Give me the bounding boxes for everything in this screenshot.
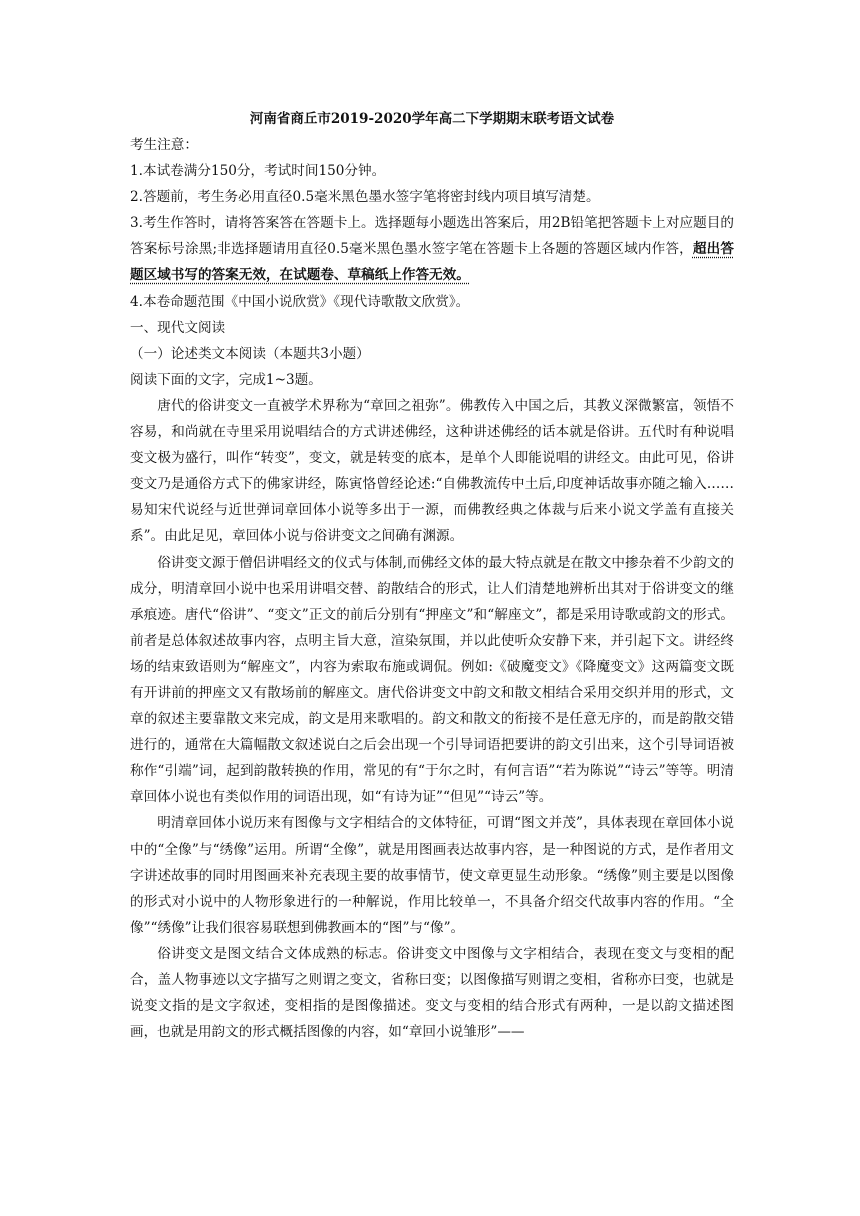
notice-item-2: 2.答题前，考生务必用直径0.5毫米黑色墨水签字笔将密封线内项目填写清楚。: [130, 189, 600, 206]
section-heading: 一、现代文阅读: [130, 319, 226, 336]
passage-paragraph-1: 唐代的俗讲变文一直被学术界称为“章回之祖弥”。佛教传入中国之后，其教义深微繁富，领悟不容易，和尚就在寺里采用说唱结合的方式讲述佛经，这种讲述佛经的话本就是俗讲。五代时有种说唱变文极为盛行，叫作“转变”，变文，就是转变的底本，是单个人即能说唱的讲经文。由此可见，俗讲变文乃是通俗方式下的佛家讲经，陈寅恪曾经论述:“自佛教流传中土后,印度神话故事亦随之输入……易知宋代说经与近世弹词章回体小说等多出于一源，而佛教经典之体裁与后来小说文学盖有直接关系”。由此足见，章回体小说与俗讲变文之间确有渊源。: [130, 397, 734, 545]
passage-paragraph-2: 俗讲变文源于僧侣讲唱经文的仪式与体制,而佛经文体的最大特点就是在散文中掺杂着不少韵文的成分，明清章回小说中也采用讲唱交替、韵散结合的形式，让人们清楚地辨析出其对于俗讲变文的继承痕迹。唐代“俗讲”、“变文”正文的前后分别有“押座文”和“解座文”，都是采用诗歌或韵文的形式。前者是总体叙述故事内容，点明主旨大意，渲染氛围，并以此使听众安静下来，并引起下文。讲经终场的结束致语则为“解座文”，内容为索取布施或调侃。例如:《破魔变文》《降魔变文》这两篇变文既有开讲前的押座文又有散场前的解座文。唐代俗讲变文中韵文和散文相结合采用交织并用的形式，文章的叙述主要靠散文来完成，韵文是用来歌唱的。韵文和散文的衔接不是任意无序的，而是韵散交错进行的，通常在大篇幅散文叙述说白之后会出现一个引导词语把要讲的韵文引出来，这个引导词语被称作“引端”词，起到韵散转换的作用，常见的有“于尔之时，有何言语”“若为陈说”“诗云”等等。明清章回体小说也有类似作用的词语出现，如“有诗为证”“但见”“诗云”等。: [130, 554, 734, 806]
notice-item-1: 1.本试卷满分150分，考试时间150分钟。: [130, 163, 386, 180]
document-body: [130, 106, 734, 1045]
notice-item-3: [130, 210, 734, 288]
notice-item-3-text: 3.考生作答时，请将答案答在答题卡上。选择题每小题选出答案后，用2B铅笔把答题卡上对应题目的答案标号涂黑;非选择题请用直径0.5毫米黑色墨水签字笔在答题卡上各题的答题区域内作答，: [130, 215, 734, 258]
passage-paragraph-4: 俗讲变文是图文结合文体成熟的标志。俗讲变文中图像与文字相结合，表现在变文与变相的配合，盖人物事迹以文字描写之则谓之变文，省称曰变；以图像描写则谓之变相，省称亦曰变，也就是说变文指的是文字叙述，变相指的是图像描述。变文与变相的结合形式有两种，一是以韵文描述图画，也就是用韵文的形式概括图像的内容，如“章回小说雏形”——: [130, 945, 734, 1041]
subsection-heading: （一）论述类文本阅读（本题共3小题）: [130, 345, 370, 362]
notice-item-4: 4.本卷命题范围《中国小说欣赏》《现代诗歌散文欣赏》。: [130, 293, 470, 310]
document-title: 河南省商丘市2019-2020学年高二下学期期末联考语文试卷: [249, 111, 615, 127]
passage-paragraph-3: 明清章回体小说历来有图像与文字相结合的文体特征，可谓“图文并茂”，具体表现在章回体小说中的“全像”与“绣像”运用。所谓“全像”，就是用图画表达故事内容，是一种图说的方式，是作者用文字讲述故事的同时用图画来补充表现主要的故事情节，使文章更显生动形象。“绣像”则主要是以图像的形式对小说中的人物形象进行的一种解说，作用比较单一，不具备介绍交代故事内容的作用。“全像”“绣像”让我们很容易联想到佛教画本的“图”与“像”。: [130, 815, 734, 936]
notice-heading: 考生注意：: [130, 137, 198, 153]
notice-item-3-emphasis: 超出答题区域书写的答案无效，在试题卷、草稿纸上作答无效。: [130, 241, 735, 284]
reading-instruction: 阅读下面的文字，完成1~3题。: [130, 371, 322, 388]
